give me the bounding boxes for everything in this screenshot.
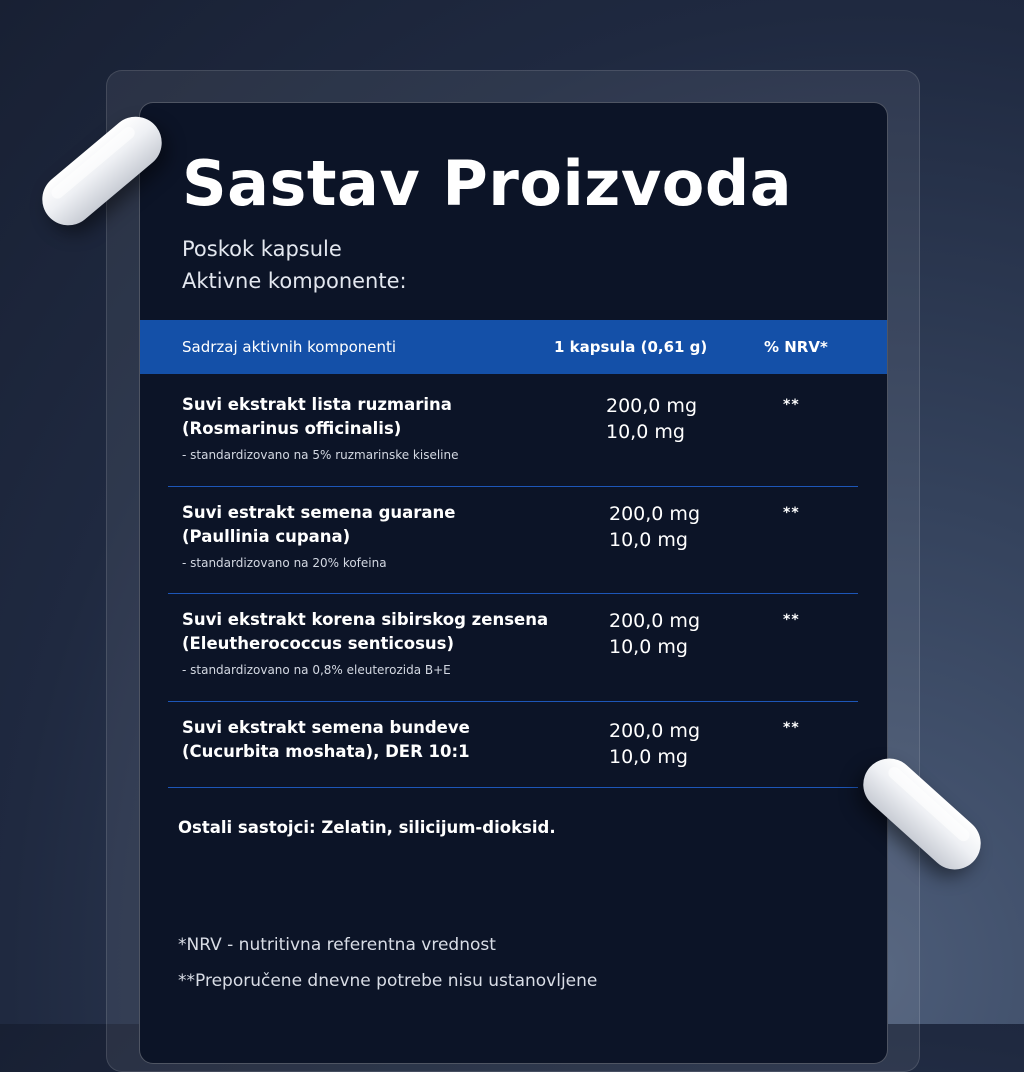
section-label: Aktivne komponente: [182,269,407,293]
row-divider [168,593,858,594]
ingredient-name [182,393,452,441]
amount-line-1: 200,0 mg [609,720,701,742]
row-divider [168,701,858,702]
amount-line-2: 10,0 mg [609,636,688,658]
table-header [140,320,887,374]
ingredient-common-name: Suvi ekstrakt lista ruzmarina [182,395,452,414]
ingredient-latin-name: (Cucurbita moshata), DER 10:1 [182,742,470,761]
ingredient-note: - standardizovano na 0,8% eleuterozida B+E [182,663,451,677]
ingredient-nrv: ** [783,397,800,413]
row-divider [168,486,858,487]
ingredient-note: - standardizovano na 20% kofeina [182,556,387,570]
amount-line-1: 200,0 mg [609,503,701,525]
ingredient-common-name: Suvi estrakt semena guarane [182,503,456,522]
header-per-capsule: 1 kapsula (0,61 g) [554,338,708,356]
ingredient-amount [606,393,697,445]
ingredient-nrv: ** [783,612,800,628]
composition-card [139,102,888,1064]
ingredient-note: - standardizovano na 5% ruzmarinske kiseline [182,448,459,462]
ingredient-amount [609,718,700,770]
ingredient-amount [609,608,700,660]
amount-line-2: 10,0 mg [609,746,688,768]
ingredient-latin-name: (Rosmarinus officinalis) [182,419,402,438]
header-components: Sadrzaj aktivnih komponenti [182,338,397,356]
ingredient-latin-name: (Paullinia cupana) [182,527,351,546]
amount-line-1: 200,0 mg [609,610,701,632]
ingredient-name [182,716,470,764]
ingredient-nrv: ** [783,505,800,521]
header-nrv: % NRV* [764,338,828,356]
ingredient-common-name: Suvi ekstrakt semena bundeve [182,718,470,737]
amount-line-2: 10,0 mg [606,421,685,443]
ingredient-nrv: ** [783,720,800,736]
amount-line-2: 10,0 mg [609,529,688,551]
page-title: Sastav Proizvoda [182,147,793,220]
ingredient-name [182,501,455,549]
ingredient-name [182,608,548,656]
ingredient-common-name: Suvi ekstrakt korena sibirskog zensena [182,610,549,629]
ingredient-amount [609,501,700,553]
product-name: Poskok kapsule [182,237,342,261]
footnote-recommended: **Preporučene dnevne potrebe nisu ustanovljene [178,971,598,991]
other-ingredients: Ostali sastojci: Zelatin, silicijum-dioksid. [178,818,556,837]
footnote-nrv: *NRV - nutritivna referentna vrednost [178,935,496,955]
row-divider [168,787,858,788]
ingredient-latin-name: (Eleutherococcus senticosus) [182,634,455,653]
amount-line-1: 200,0 mg [606,395,698,417]
